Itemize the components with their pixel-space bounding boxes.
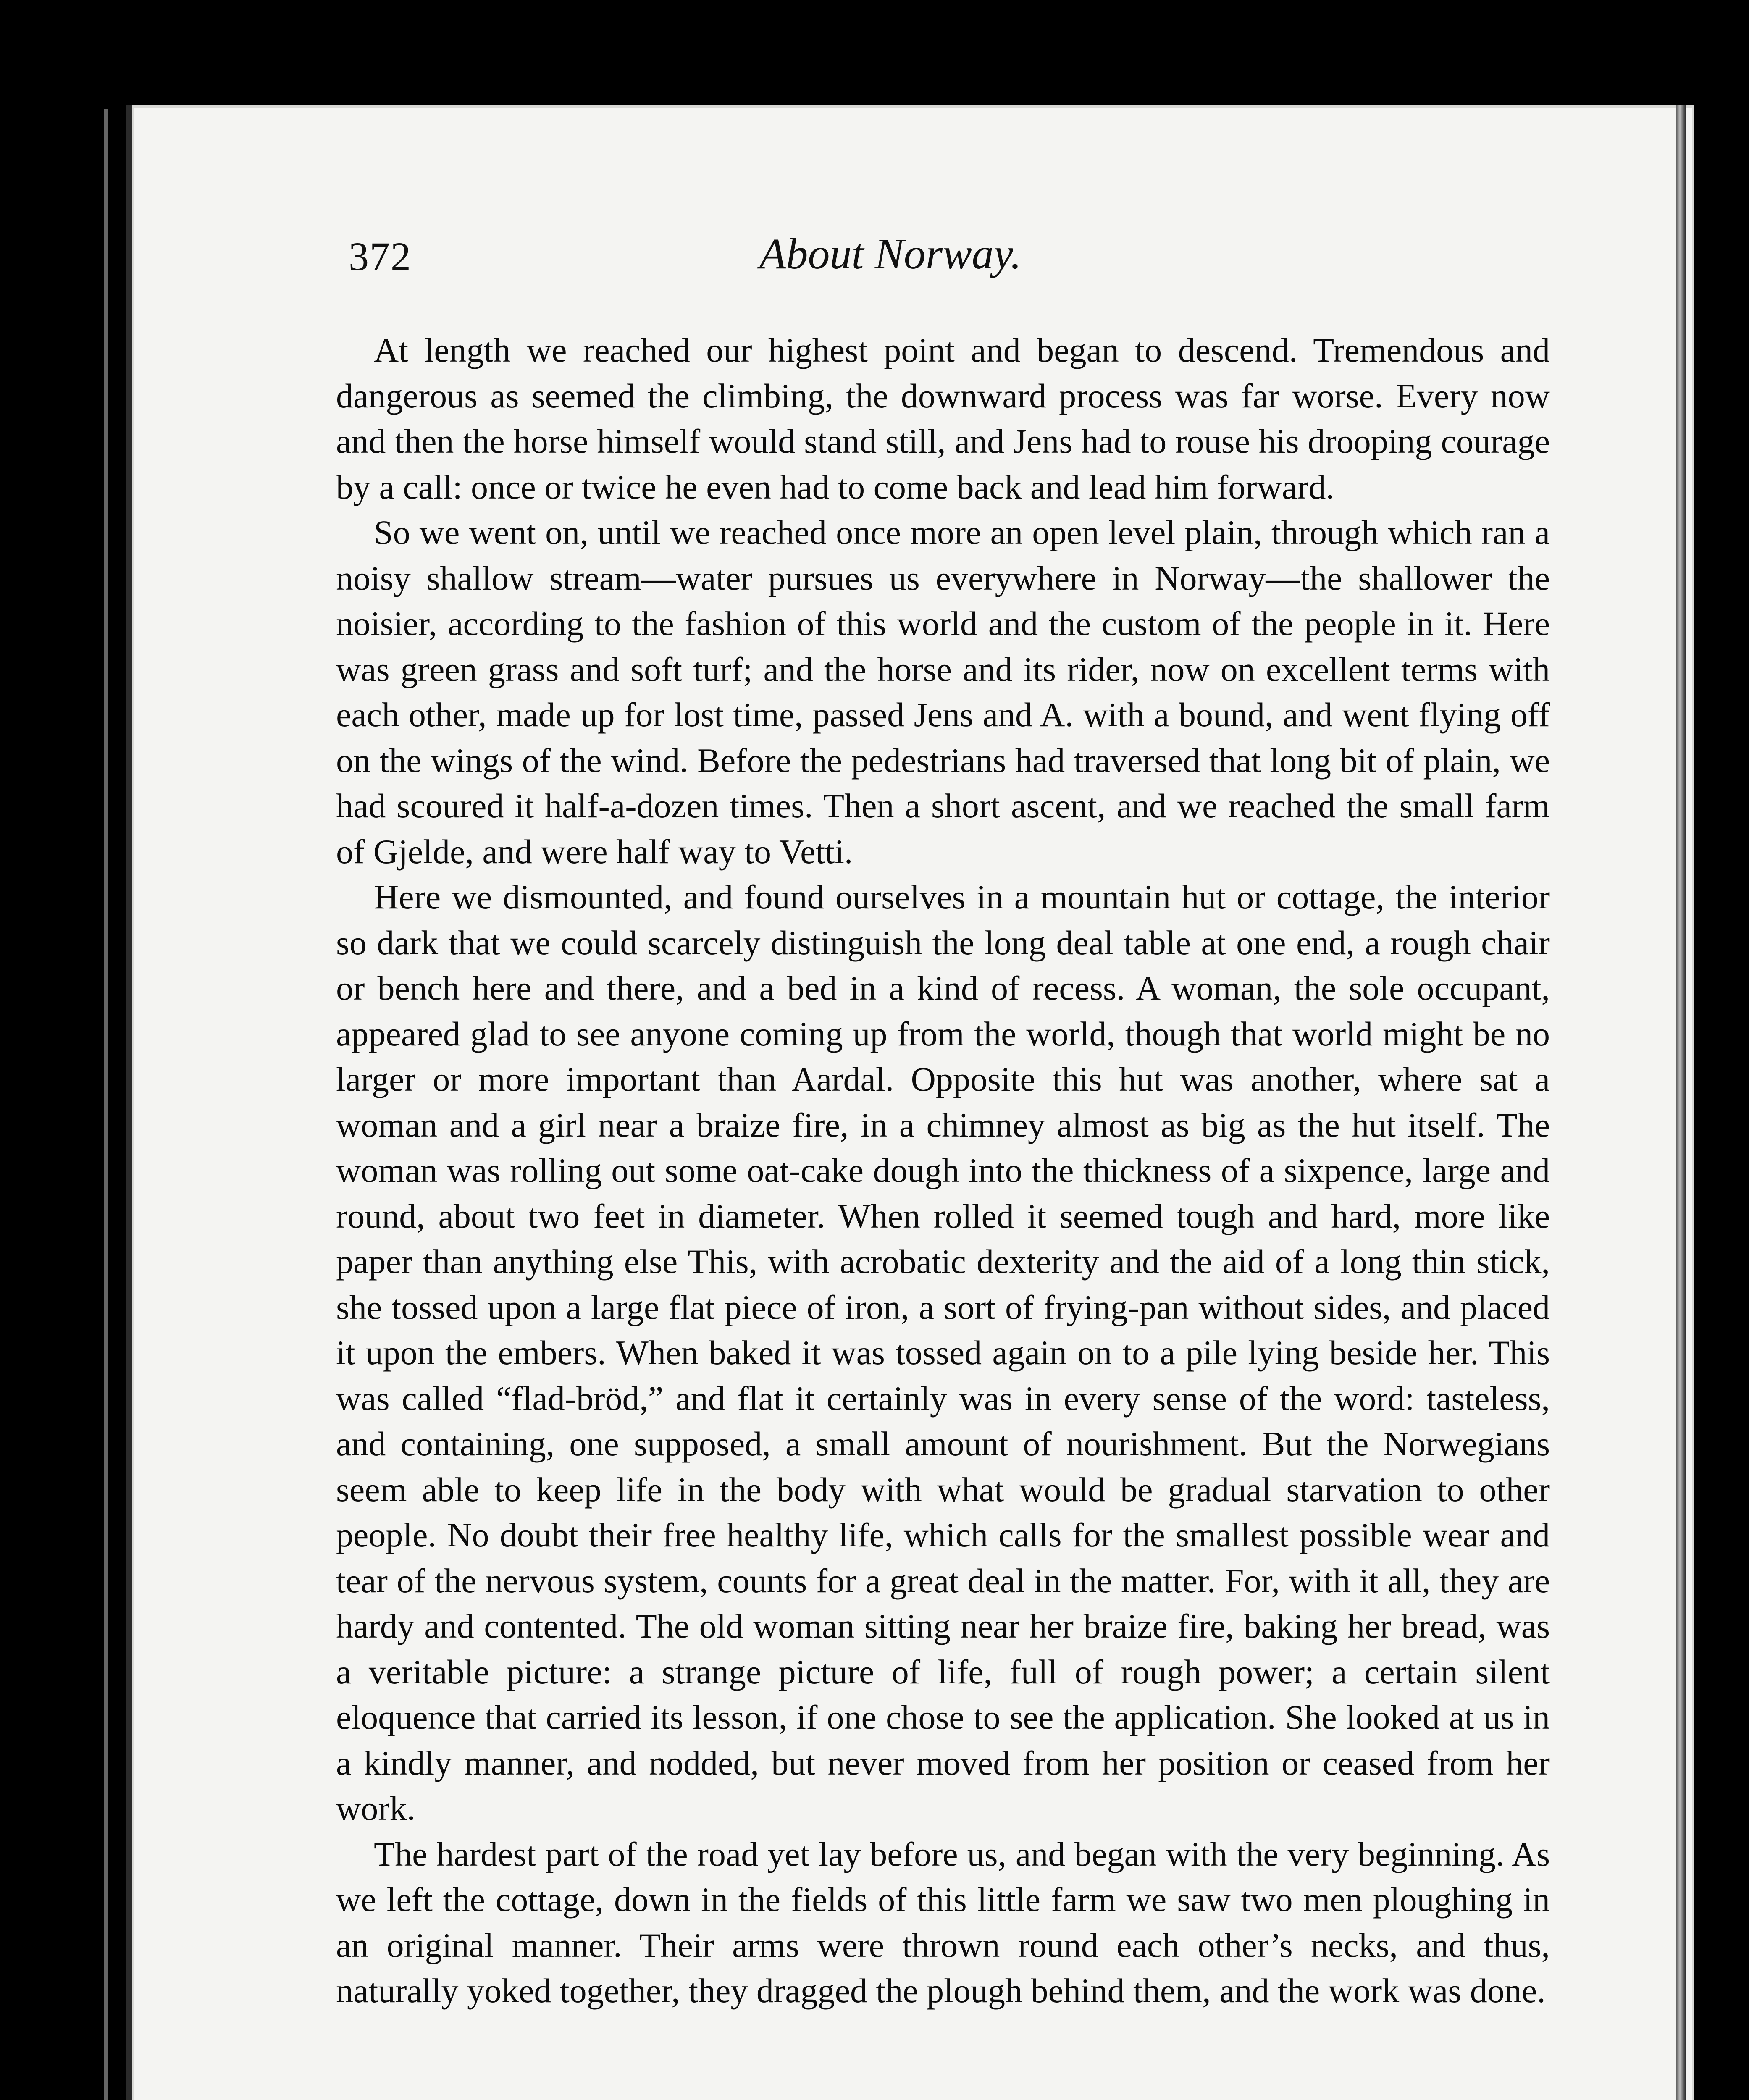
body-text (336, 328, 1550, 2014)
page-edge-shadow (1676, 105, 1686, 2100)
paragraph-1: At length we reached our highest point and began to descend. Tremendous and dangerous as seemed the climbing, the downward process was far worse. Every now and then the horse himself would stand still, and Jens had to rouse his drooping courage by a call: once or twice he even had to come back and lead him forward. (336, 331, 1550, 506)
page-number: 372 (349, 234, 412, 279)
running-head (218, 229, 1563, 284)
paragraph-4: The hardest part of the road yet lay before us, and began with the very beginning. As we left the cottage, down in the fields of this little farm we saw two men ploughing in an original manner. Their arms were thrown round each other’s necks, and thus, naturally yoked together, they dragged the plough behind them, and the work was done. (336, 1835, 1550, 2010)
binding-edge (104, 109, 108, 2100)
paragraph-3: Here we dismounted, and found ourselves in a mountain hut or cottage, the interior so dark that we could scarcely distinguish the long deal table at one end, a rough chair or bench here and there, and a bed in a kind of recess. A woman, the sole occupant, appeared glad to see anyone coming up from the world, though that world might be no larger or more important than Aardal. Opposite this hut was another, where sat a woman and a girl near a braize fire, in a chimney almost as big as the hut itself. The woman was rolling out some oat-cake dough into the thickness of a sixpence, large and round, about two feet in diameter. When rolled it seemed tough and hard, more like paper than anything else This, with acrobatic dexterity and the aid of a long thin stick, she tossed upon a large flat piece of iron, a sort of frying-pan without sides, and placed it upon the embers. When baked it was tossed again on to a pile lying beside her. This was called “flad-bröd,” and flat it certainly was in every sense of the word: tasteless, and containing, one supposed, a small amount of nourishment. But the Norwegians seem able to keep life in the body with what would be gradual starvation to other people. No doubt their free healthy life, which calls for the smallest possible wear and tear of the nervous system, counts for a great deal in the matter. For, with it all, they are hardy and contented. The old woman sitting near her braize fire, baking her bread, was a veritable picture: a strange picture of life, full of rough power; a certain silent eloquence that carried its lesson, if one chose to see the application. She looked at us in a kindly manner, and nodded, but never moved from her position or ceased from her work. (336, 878, 1550, 1827)
paragraph-2: So we went on, until we reached once more an open level plain, through which ran a noisy shallow stream—water pursues us everywhere in Norway—the shallower the noisier, according to the fashion of this world and the custom of the people in it. Here was green grass and soft turf; and the horse and its rider, now on excellent terms with each other, made up for lost time, passed Jens and A. with a bound, and went flying off on the wings of the wind. Before the pedestrians had traversed that long bit of plain, we had scoured it half-a-dozen times. Then a short ascent, and we reached the small farm of Gjelde, and were half way to Vetti. (336, 513, 1550, 871)
running-title: About Norway. (759, 230, 1022, 278)
